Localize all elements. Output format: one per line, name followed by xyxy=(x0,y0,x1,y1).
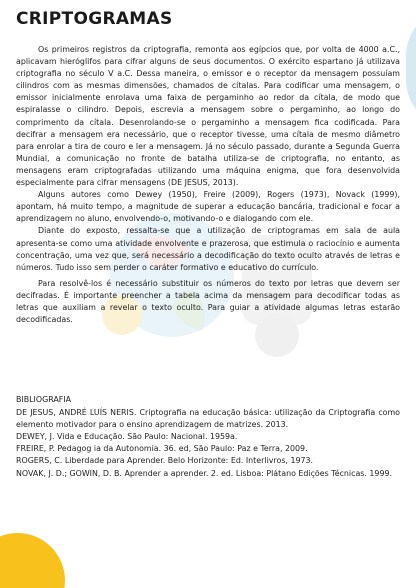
page-title: CRIPTOGRAMAS xyxy=(16,9,173,29)
bibliography-section xyxy=(16,394,400,480)
decorative-yellow-shape xyxy=(0,533,65,588)
bibliography-heading: BIBLIOGRAFIA xyxy=(16,395,72,404)
paragraph: Os primeiros registros da criptografia, remonta aos egípcios que, por volta de 4000 a.C., aplicavam hieróglifos para cifrar alguns de seus documentos. O exército espartano já utilizava criptografia no século V a.C. Dessa maneira, o emissor e o receptor da mensagem possuíam cilindros com as mesmas dimensões, chamados de cítalas. Para codificar uma mensagem, o emissor inicialmente enrolava uma faixa de pergaminho ao redor da cítala, de modo que espiralasse o cilindro. Depois, escrevia a mensagem sobre o pergaminho, ao longo do comprimento da cítala. Desenrolando-se o pergaminho a mensagem fica codificada. Para decifrar a mensagem era necessário, que o receptor tivesse, uma cítala de mesmo diâmetro para enrolar a tira de couro e ler a mensagem. Já no século passado, durante a Segunda Guerra Mundial, a comunicação no fronte de batalha utiliza-se de criptografia, no entanto, as mensagens eram criptografadas utilizando uma máquina enigma, que fora desenvolvida especialmente para cifrar mensagens (DE JESUS, 2013). xyxy=(16,45,400,188)
bibliography-reference: FREIRE, P. Pedagog ia da Autonomia. 36. ed, São Paulo: Paz e Terra, 2009. xyxy=(16,444,308,454)
decorative-blue-shape xyxy=(406,8,416,128)
body-text xyxy=(16,44,400,326)
paragraph: Diante do exposto, ressalta-se que a utilização de criptogramas em sala de aula apresenta-se como uma atividade envolvente e prazerosa, que estimula o raciocínio e aumenta concentração, uma vez que, será necessário a decodificação do texto oculto através de letras e números. Tudo isso sem perder o caráter formativo e educativo do currículo. xyxy=(16,226,400,272)
paragraph: Para resolvê-los é necessário substituir os números do texto por letras que devem ser decifradas. É importante preencher a tabela acima da mensagem para decodificar todas as letras que auxiliam a revelar o texto oculto. Para guiar a atividade algumas letras estarão decodificadas. xyxy=(16,278,400,325)
paragraph: Alguns autores como Dewey (1950), Freire (2009), Rogers (1973), Novack (1999), apontam, há muito tempo, a magnitude de superar a educação bancária, tradicional e focar a aprendizagem no aluno, envolvendo-o, motivando-o e dialogando com ele. xyxy=(16,190,400,224)
bibliography-reference: DE JESUS, ANDRÉ LUÍS NERIS. Criptografia na educação básica: utilização da Criptografia como elemento motivador para o ensino aprendizagem de matrizes. 2013. xyxy=(16,408,400,430)
bibliography-reference: DEWEY, J. Vida e Educação. São Paulo: Nacional. 1959a. xyxy=(16,432,238,442)
bibliography-reference: NOVAK, J. D.; GOWIN, D. B. Aprender a aprender. 2. ed. Lisboa: Plátano Edições Técnicas. 1999. xyxy=(16,468,392,478)
bibliography-reference: ROGERS, C. Liberdade para Aprender. Belo Horizonte: Ed. Interlivros, 1973. xyxy=(16,456,314,466)
